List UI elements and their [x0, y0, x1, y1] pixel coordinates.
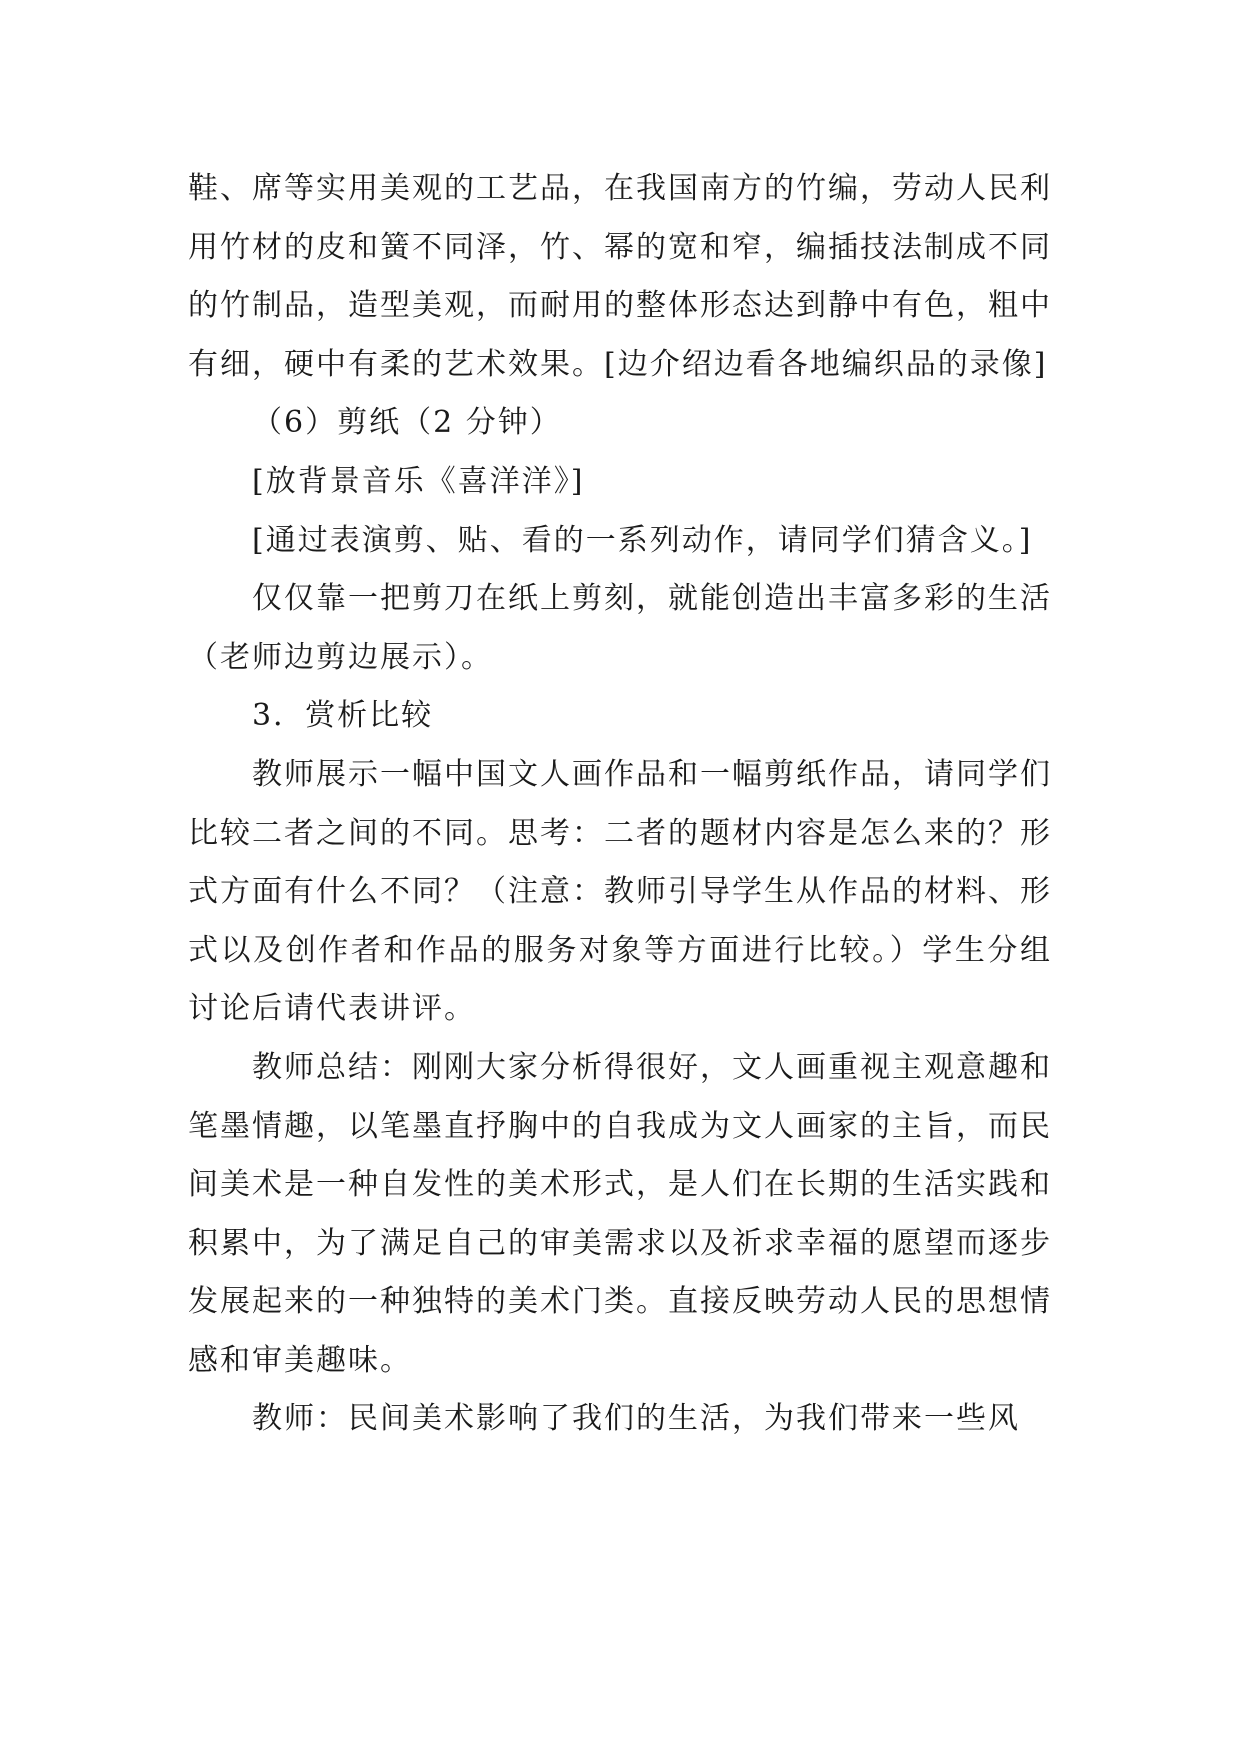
paragraph-performance-guess: [通过表演剪、贴、看的一系列动作，请同学们猜含义。]: [252, 522, 1033, 558]
paragraph-teacher-summary: 教师总结：刚刚大家分析得很好，文人画重视主观意趣和笔墨情趣，以笔墨直抒胸中的自我成为文人画家的主旨，而民间美术是一种自发性的美术形式，是人们在长期的生活实践和积累中，为了满足自己的审美需求以及祈求幸福的愿望而逐步发展起来的一种独特的美术门类。直接反映劳动人民的思想情感和审美趣味。: [188, 1049, 1052, 1378]
paragraph-scissors-demo: 仅仅靠一把剪刀在纸上剪刻，就能创造出丰富多彩的生活（老师边剪边展示）。: [188, 581, 1052, 675]
section-heading-appreciation: 3．赏析比较: [252, 698, 434, 734]
paragraph-comparison-task: 教师展示一幅中国文人画作品和一幅剪纸作品，请同学们比较二者之间的不同。思考：二者的题材内容是怎么来的？形式方面有什么不同？（注意：教师引导学生从作品的材料、形式以及创作者和作品的服务对象等方面进行比较。）学生分组讨论后请代表讲评。: [188, 756, 1052, 1027]
paragraph-bamboo-weaving: 鞋、席等实用美观的工艺品，在我国南方的竹编，劳动人民利用竹材的皮和簧不同泽，竹、幂的宽和窄，编插技法制成不同的竹制品，造型美观，而耐用的整体形态达到静中有色，粗中有细，硬中有柔的艺术效果。[边介绍边看各地编织品的录像]: [188, 171, 1052, 382]
paragraph-background-music: [放背景音乐《喜洋洋》]: [252, 463, 585, 499]
document-body: [188, 160, 1052, 1449]
paragraph-teacher-remark: 教师：民间美术影响了我们的生活，为我们带来一些风: [252, 1401, 1020, 1437]
paragraph-paper-cutting-heading: （6）剪纸（2 分钟）: [252, 405, 562, 441]
